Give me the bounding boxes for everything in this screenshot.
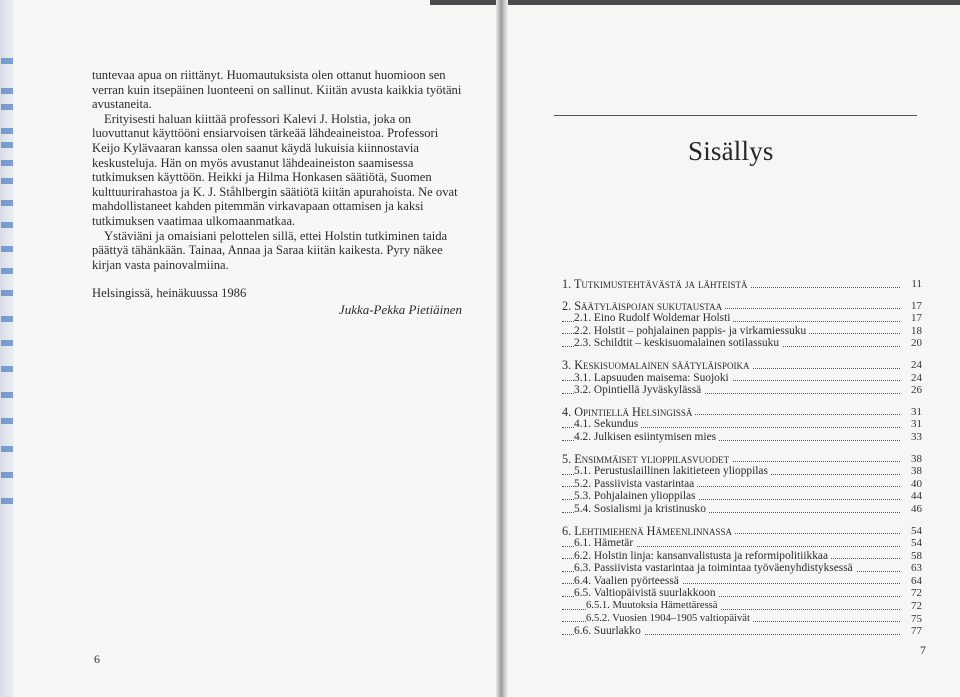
toc-entry-title: 6.5.1. Muutoksia Hämettäressä [586, 600, 721, 611]
toc-page-number: 40 [911, 477, 922, 490]
toc-entry [562, 490, 922, 503]
toc-entry [562, 431, 922, 444]
title-rule [554, 115, 917, 116]
toc-entry-title: 5.1. Perustuslaillinen lakitieteen ylioppilas [574, 465, 771, 477]
toc-entry [562, 537, 922, 550]
toc-entry-title: 1. Tutkimustehtävästä ja lähteistä [562, 277, 751, 291]
toc-page-number: 72 [911, 600, 922, 613]
toc-entry [562, 418, 922, 431]
toc-entry-title: 3.1. Lapsuuden maisema: Suojoki [574, 372, 732, 384]
toc-entry [562, 372, 922, 385]
toc-page-number: 38 [911, 465, 922, 478]
toc-chapter [562, 278, 922, 291]
right-page-number: 7 [920, 643, 926, 657]
toc-page-number: 72 [911, 587, 922, 600]
toc-entry-title: 5.3. Pohjalainen ylioppilas [574, 490, 699, 502]
toc-entry-title: 3.2. Opintiellä Jyväskylässä [574, 384, 704, 396]
toc-entry-title: 2.2. Holstit – pohjalainen pappis- ja virkamiessuku [574, 325, 809, 337]
author-signature: Jukka-Pekka Pietiäinen [338, 302, 462, 317]
toc-page-number: 31 [911, 405, 922, 418]
toc-title: Sisällys [688, 136, 774, 166]
toc-page-number: 20 [911, 337, 922, 350]
preface-text [92, 68, 466, 301]
toc-entry [562, 613, 922, 626]
toc-entry [562, 625, 922, 638]
toc-page-number: 17 [911, 312, 922, 325]
left-page-number: 6 [94, 652, 100, 666]
toc-page-number: 54 [911, 524, 922, 537]
toc-page-number: 24 [911, 358, 922, 371]
toc-page-number: 26 [911, 384, 922, 397]
toc-entry-title: 5.4. Sosialismi ja kristinusko [574, 503, 709, 515]
toc-page-number: 17 [911, 299, 922, 312]
toc-chapter [562, 406, 922, 419]
toc-page-number: 63 [911, 562, 922, 575]
toc-entry [562, 312, 922, 325]
adjacent-page-edge [0, 0, 14, 697]
toc-entry-title: 6.2. Holstin linja: kansanvalistusta ja reformipolitiikkaa [574, 550, 831, 562]
toc-entry [562, 337, 922, 350]
toc-entry-title: 2. Säätyläispojan sukutaustaa [562, 299, 725, 313]
toc-page-number: 31 [911, 418, 922, 431]
preface-paragraph-1: tuntevaa apua on riittänyt. Huomautuksista olen ottanut huomioon sen verran kuin itsepäinen luonteeni on sallinut. Kiitän avusta kaikkia työtäni avustaneita. [92, 68, 462, 112]
toc-entry-title: 4.2. Julkisen esiintymisen mies [574, 431, 719, 443]
toc-entry [562, 600, 922, 613]
toc-page-number: 24 [911, 371, 922, 384]
toc-chapter [562, 453, 922, 466]
toc-page-number: 77 [911, 625, 922, 638]
toc-page-number: 58 [911, 549, 922, 562]
toc-page-number: 44 [911, 490, 922, 503]
toc-page-number: 38 [911, 452, 922, 465]
toc-entry-title: 5. Ensimmäiset ylioppilasvuodet [562, 452, 732, 466]
toc-entry-title: 3. Keskisuomalainen säätyläispoika [562, 358, 753, 372]
toc-entry [562, 465, 922, 478]
toc-entry [562, 575, 922, 588]
toc-chapter [562, 300, 922, 313]
preface-paragraph-2: Erityisesti haluan kiittää professori Kalevi J. Holstia, joka on luovuttanut käyttööni ensiarvoisen tärkeää lähdeaineistoa. Professori Keijo Kylävaaran kanssa olen saanut käydä lukuisia kiinnostavia keskusteluja. Hän on myös avustanut lähdeaineiston saamisessa tutkimuksen käyttöön. Heikki ja Hilma Honkasen säätiötä, Suomen kulttuurirahastoa ja K. J. Ståhlbergin säätiötä kiitän apurahoista. Ne ovat mahdollistaneet kahden pitemmän virkavapaan ottamisen ja kaksi tutkimuksen vaatimaa ulkomaanmatkaa. [92, 111, 458, 228]
toc-entry-title: 4. Opintiellä Helsingissä [562, 405, 695, 419]
place-date: Helsingissä, heinäkuussa 1986 [92, 286, 247, 301]
toc-entry-title: 2.1. Eino Rudolf Woldemar Holsti [574, 312, 733, 324]
toc-page-number: 11 [911, 278, 922, 290]
toc-entry [562, 587, 922, 600]
toc-entry-title: 6.3. Passiivista vastarintaa ja toimintaa työväenyhdistyksessä [574, 562, 856, 574]
toc-page-number: 18 [911, 324, 922, 337]
toc-entry-title: 2.3. Schildtit – keskisuomalainen sotilassuku [574, 337, 782, 349]
toc-entry [562, 503, 922, 516]
toc-entry-title: 6.1. Hämetär [574, 537, 636, 549]
toc-page-number: 75 [911, 612, 922, 625]
toc-page-number: 46 [911, 502, 922, 515]
toc-entry [562, 384, 922, 397]
toc-entry [562, 562, 922, 575]
toc-page-number: 64 [911, 574, 922, 587]
toc-entry-title: 6.5.2. Vuosien 1904–1905 valtiopäivät [586, 613, 753, 624]
toc-page-number: 33 [911, 430, 922, 443]
table-of-contents [562, 278, 922, 638]
book-gutter [496, 0, 508, 697]
toc-chapter [562, 525, 922, 538]
toc-entry-title: 6.6. Suurlakko [574, 625, 644, 637]
toc-entry-title: 4.1. Sekundus [574, 418, 641, 430]
toc-entry [562, 550, 922, 563]
toc-entry-title: 5.2. Passiivista vastarintaa [574, 478, 697, 490]
toc-entry-title: 6. Lehtimiehenä Hämeenlinnassa [562, 524, 735, 538]
toc-entry [562, 325, 922, 338]
toc-entry [562, 478, 922, 491]
toc-chapter [562, 359, 922, 372]
toc-page-number: 54 [911, 537, 922, 550]
toc-entry-title: 6.5. Valtiopäivistä suurlakkoon [574, 587, 719, 599]
preface-paragraph-3: Ystäviäni ja omaisiani pelottelen sillä, ettei Holstin tutkiminen taida päättyä tähänkään. Tainaa, Annaa ja Saraa kiitän kaikesta. Pyry näkee kirjan vasta painovalmiina. [92, 228, 448, 272]
toc-entry-title: 6.4. Vaalien pyörteessä [574, 575, 682, 587]
